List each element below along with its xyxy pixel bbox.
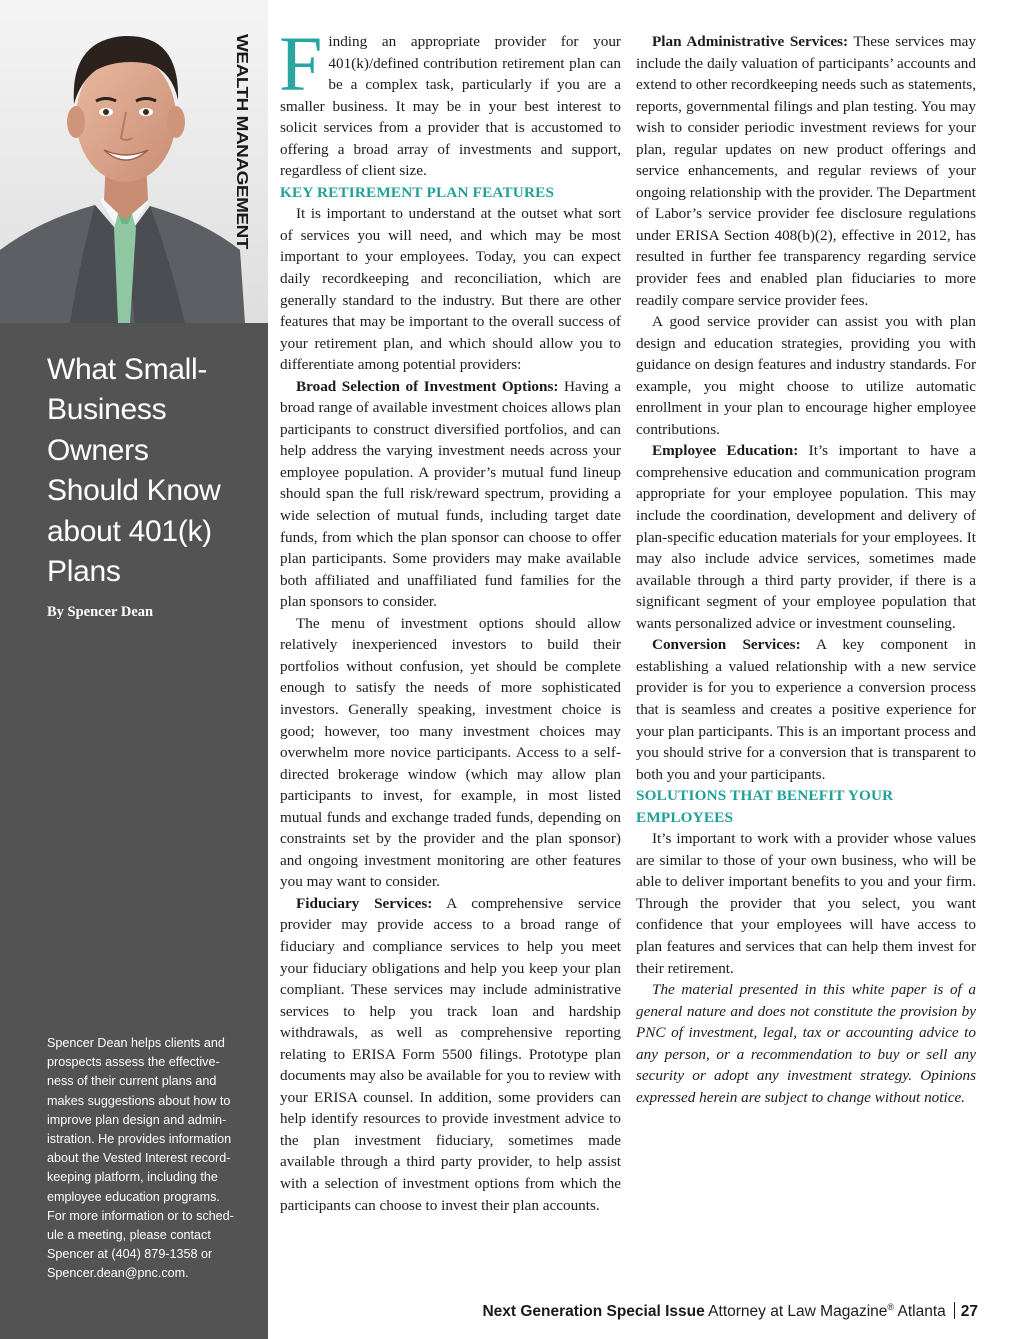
author-portrait-image [0,0,268,323]
intro-text: inding an appropriate provider for your 401(k)/defined contribution retirement plan can be a complex task, particularly if you are a smaller business. It may be in your best interest to solicit services from a provider that is accustomed to offering a broad array of investments and support, regardless of client size. [280,33,621,180]
disclaimer-text: The material presented in this white paper is of a general nature and does not constitute the provision by PNC of investment, legal, tax or accounting advice to any person, or a recommendation to buy or sell any security or adopt any investment strategy. Opinions expressed herein are subject to change without notice. [636,981,976,1106]
bio-line: Spencer Dean helps clients and [47,1036,225,1050]
page-number: 27 [960,1303,978,1321]
bio-line: istration. He provides information [47,1132,232,1147]
headline-line: Should Know [47,474,221,508]
bio-line: For more information or to sched- [47,1208,234,1223]
footer-divider [954,1302,955,1319]
bio-line: ule a meeting, please contact [47,1228,211,1243]
plan-admin-paragraph [636,31,976,311]
bio-line: improve plan design and admin- [47,1112,227,1127]
bio-line: keeping platform, including the [47,1170,218,1185]
body-paragraph: It’s important to work with a provider whose values are similar to those of your own business, who will be able to deliver important benefits to you and your firm. Through the provider that you select, you want confidence that your employees will have access to plan features and services that can help them invest for their retirement. [636,830,976,977]
conversion-label: Conversion Services: [652,636,801,654]
disclaimer-paragraph [636,979,976,1108]
broad-selection-text: Having a broad range of available investment choices allows plan participants to construct diversified portfolios, and can help address the varying investment needs across your employee population. A provider’s mutual fund lineup should span the full risk/reward spectrum, providing a wide selection of mutual funds, including target date funds, from which the plan sponsor can choose to offer plan participants. Some providers may make available both affiliated and unaffiliated fund families for the plan sponsors to consider. [280,377,621,611]
bio-line: ness of their current plans and [47,1074,217,1089]
body-paragraph: It is important to understand at the outset what sort of services you will need, and which may be most important to your employees. Today, you can expect daily recordkeeping and reconciliation, which are generally standard to the industry. But there are other features that may be important to the overall success of your retirement plan, and which should allow you to differentiate among potential providers: [280,205,621,374]
heading-solutions: SOLUTIONS THAT BENEFIT YOUR EMPLOYEES [636,787,894,826]
intro-paragraph [279,20,621,182]
section-label [232,34,262,274]
employee-education-text: It’s important to have a comprehensive education and communication program appropriate for your employee population. This may include the coordination, development and delivery of plan-specific education materials for your employees. It may also include advice services, sometimes made available through a third party provider, if there is a significant segment of your employee population that wants personalized advice or investment counseling. [636,442,976,632]
headline-line: about 401(k) [47,514,212,548]
bio-line: prospects assess the effective- [47,1055,220,1070]
fiduciary-paragraph [280,893,621,1216]
conversion-text: A key component in establishing a valued relationship with a new service provider is for you to experience a conversion process that is seamless and creates a positive experience for your plan participants. This is an important process and you should strive for a conversion that is transparent to both you and your participants. [636,636,976,783]
section-label-text: WEALTH MANAGEMENT [232,34,251,249]
fiduciary-text: A comprehensive service provider may provide access to a broad range of fiduciary and compliance services to help you meet your fiduciary obligations and help you keep your plan compliant. These services may include administrative services to help you track loan and hardship withdrawals, as well as comprehensive reporting relating to ERISA Form 5500 filings. Prototype plan documents may also be available for you to review with your ERISA counsel. In addition, some providers can help identify resources to provide investment advice to the plan investment fiduciary, sometimes made available through a third party provider, to help assist with a selection of investment options from which the participants can choose to invest their plan accounts. [280,894,621,1214]
broad-selection-label: Broad Selection of Investment Options: [296,377,559,395]
article-headline [47,350,262,592]
headline-line: Owners [47,433,149,467]
fiduciary-label: Fiduciary Services: [296,894,433,912]
author-photo [0,0,268,323]
drop-cap: F [279,20,323,107]
broad-selection-paragraph [280,376,621,613]
body-paragraph: A good service provider can assist you with plan design and education strategies, providing you with guidance on design features and industry standards. For example, you might choose to utilize automatic enrollment in your plan to encourage higher employee contributions. [636,313,976,438]
body-paragraph: The menu of investment options should allow relatively inexperienced investors to build their portfolios without confusion, yet should be complete enough to satisfy the needs of more sophisticated investors. Generally speaking, investment choice is good; however, too many investment choices may overwhelm more novice participants. Access to a self-directed brokerage window (which may allow plan participants to invest, for example, in most listed mutual funds and exchange traded funds, depending on constraints set by the provider and the plan sponsor) and ongoing investment monitoring are other features you may want to consider. [280,614,621,891]
byline: By Spencer Dean [47,604,154,620]
bio-line: employee education programs. [47,1189,220,1204]
article-column-1 [279,20,621,1216]
footer-issue: Next Generation Special Issue [482,1303,705,1321]
bio-line: Spencer at (404) 879-1358 or [47,1247,213,1262]
bio-line: makes suggestions about how to [47,1093,231,1108]
article-column-2 [636,31,976,1108]
conversion-paragraph [636,634,976,785]
author-sidebar [0,0,268,1339]
headline-line: Business [47,393,167,427]
page-footer [482,1302,978,1321]
bio-line: about the Vested Interest record- [47,1151,231,1166]
employee-education-label: Employee Education: [652,442,799,460]
heading-key-features: KEY RETIREMENT PLAN FEATURES [280,183,555,201]
footer-city: Atlanta [897,1303,946,1321]
headline-line: Plans [47,555,121,589]
registered-mark: ® [887,1302,895,1312]
headline-line: What Small- [47,353,208,386]
plan-admin-text: These services may include the daily valuation of participants’ accounts and extend to other recordkeeping needs such as statements, reports, governmental filings and plan testing. You may wish to consider periodic investment reviews for your plan, regular updates on new product offerings and service enhancements, and regular reviews of your ongoing relationship with the provider. The Department of Labor’s service provider fee disclosure regulations under ERISA Section 408(b)(2), effective in 2012, has resulted in further fee transparency regarding service provider fees and enabled plan fiduciaries to more readily compare service provider fees. [636,33,976,309]
employee-education-paragraph [636,440,976,634]
plan-admin-label: Plan Administrative Services: [652,33,849,50]
footer-magazine: Attorney at Law Magazine [708,1303,888,1321]
bio-line: Spencer.dean@pnc.com. [47,1266,189,1281]
author-bio [47,1034,259,1284]
